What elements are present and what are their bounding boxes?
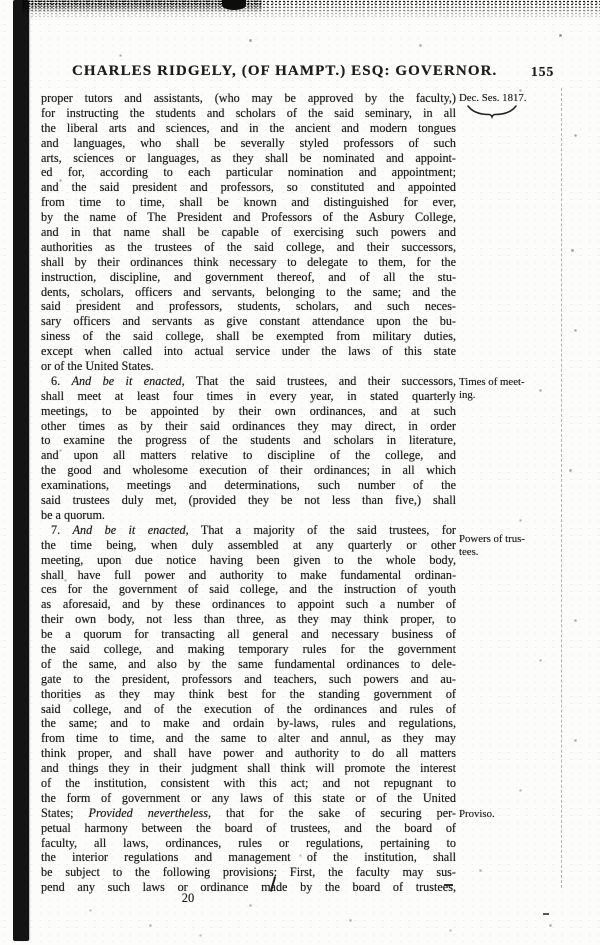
text-line: and the said president and professors, so constituted and appointed <box>41 180 456 195</box>
margin-note-proviso <box>459 808 595 821</box>
text-line: shall by their ordinances think necessary to delegate to them, for the <box>41 254 456 269</box>
lead-line-rest: That the said trustees, and their successors, <box>184 373 456 388</box>
text-line: arts, sciences or languages, as they shall be nominated and appoint- <box>41 150 456 165</box>
section-6-lead-line <box>41 374 456 389</box>
proviso-phrase: Provided nevertheless, <box>88 805 212 820</box>
text-line: shall have full power and authority to make fundamental ordinan- <box>41 567 456 582</box>
text-line: the same; and to make and ordain by-laws, rules and regulations, <box>41 716 456 731</box>
text-line: authorities as the trustees of the said college, and their successors, <box>41 239 456 254</box>
section-7-lines-b <box>41 821 456 895</box>
text-line: be a quorum for transacting all general and necessary business of <box>41 627 456 642</box>
text-line: of the same, and also by the same fundamental ordinances to dele- <box>41 656 456 671</box>
section-7-lines-a <box>41 538 456 806</box>
body-text-column <box>41 91 456 895</box>
text-line: faculty, all laws, ordinances, rules or regulations, pertaining to <box>41 835 456 850</box>
margin-note-text: Times of meet- <box>459 376 525 388</box>
text-line: the liberal arts and sciences, and in the ancient and modern tongues <box>41 120 456 135</box>
text-line: except when called into actual service under the laws of this state <box>41 344 456 359</box>
text-line: thorities as they may think best for the standing government of <box>41 686 456 701</box>
text-line: from time to time, and the same to alter and annul, as they may <box>41 731 456 746</box>
text-line: dents, scholars, officers and servants, belonging to the same; and the <box>41 284 456 299</box>
enacting-phrase: And be it enacted, <box>71 373 185 388</box>
lead-line-rest: That a majority of the said trustees, for <box>188 522 456 537</box>
text-line: examinations, meetings and determinations, such number of the <box>41 478 456 493</box>
text-line: and upon all matters relative to discipline of the college, and <box>41 448 456 463</box>
text-line: ces for the government of said college, and the instruction of youth <box>41 582 456 597</box>
section-7-lead-line <box>41 523 456 538</box>
text-line: and languages, who shall be severally styled professors of such <box>41 135 456 150</box>
margin-note-text: tees. <box>459 546 479 558</box>
text-line: the form of government or any laws of this state or of the United <box>41 790 456 805</box>
page-number: 155 <box>531 64 555 79</box>
margin-note-text: Powers of trus- <box>459 533 525 545</box>
margin-note-times-of-meeting <box>459 376 595 402</box>
text-line: and things they in their judgment shall think will promote the interest <box>41 761 456 776</box>
text-line: said trustees duly met, (provided they be not less than five,) shall <box>41 493 456 508</box>
text-line: think proper, and shall have power and authority to do all matters <box>41 746 456 761</box>
proviso-rest: that for the sake of securing per- <box>211 805 456 820</box>
text-line: their own body, not less than three, as they may think proper, to <box>41 612 456 627</box>
underbrace-icon <box>466 103 518 119</box>
proviso-pre: States; <box>41 805 89 820</box>
text-line: meeting, upon due notice having been given to the whole body, <box>41 552 456 567</box>
section-6-lines <box>41 389 456 523</box>
text-line: the said college, and making temporary rules for the government <box>41 641 456 656</box>
text-line: to examine the progress of the students and scholars in literature, <box>41 433 456 448</box>
margin-note-text: ing. <box>459 389 476 401</box>
text-line: said college, and of the execution of the ordinances and rules of <box>41 701 456 716</box>
text-line: petual harmony between the board of trustees, and the board of <box>41 820 456 835</box>
signature-mark: 20 <box>181 891 195 905</box>
scan-speckles <box>0 0 1 1</box>
text-line: the good and wholesome execution of their ordinances; in all which <box>41 463 456 478</box>
proviso-line <box>41 806 456 821</box>
text-line: by the name of The President and Professors of the Asbury College, <box>41 210 456 225</box>
enacting-phrase: And be it enacted, <box>72 522 189 537</box>
page-fold-line <box>561 88 562 888</box>
text-line: sary officers and servants as give constant attendance upon the bu- <box>41 314 456 329</box>
paragraph-section-6 <box>41 374 456 523</box>
text-line: siness of the said college, shall be exempted from military duties, <box>41 329 456 344</box>
text-line: and in that name shall be capable of exercising such powers and <box>41 225 456 240</box>
section-number: 7. <box>51 522 73 537</box>
text-line: pend any such laws or ordinance made by the board of trustees, <box>41 880 456 895</box>
text-line: shall meet at least four times in every year, in stated quarterly <box>41 388 456 403</box>
text-line: for instructing the students and scholars of the said seminary, in all <box>41 105 456 120</box>
text-line: meetings, to be appointed by their own ordinances, and at such <box>41 403 456 418</box>
paragraph-5-continuation <box>41 91 456 374</box>
text-line: the time being, when duly assembled at any quarterly or other <box>41 537 456 552</box>
text-line: said president and professors, students, scholars, and such neces- <box>41 299 456 314</box>
text-line: be subject to the following provisions: First, the faculty may sus- <box>41 865 456 880</box>
text-line: gate to the president, professors and teachers, such powers and au- <box>41 671 456 686</box>
text-line: be a quorum. <box>41 507 105 522</box>
scan-binding-edge <box>13 0 29 941</box>
margin-note-text: Dec. Ses. 1817. <box>459 92 527 104</box>
text-line: proper tutors and assistants, (who may be approved by the faculty,) <box>41 91 456 105</box>
paragraph-section-7 <box>41 523 456 895</box>
text-line: as aforesaid, and by these ordinances to appoint such a number of <box>41 597 456 612</box>
text-line: the interior regulations and management of the institution, shall <box>41 850 456 865</box>
text-line: ed for, according to each particular nomination and appointment; <box>41 165 456 180</box>
scan-ink-blob <box>222 0 246 10</box>
margin-note-powers-of-trustees <box>459 533 595 559</box>
text-line: instruction, discipline, and government thereof, and of all the stu- <box>41 269 456 284</box>
margin-note-text: Proviso. <box>459 808 495 820</box>
section-number: 6. <box>51 373 72 388</box>
text-line: from time to time, shall be known and distinguished for ever, <box>41 195 456 210</box>
text-line: of the institution, consistent with this act; and not repugnant to <box>41 775 456 790</box>
text-line: other times as by their said ordinances they may direct, in order <box>41 418 456 433</box>
scan-dash-mark <box>543 913 549 915</box>
text-line: or of the United States. <box>41 359 154 374</box>
running-head-title: CHARLES RIDGELY, (OF HAMPT.) ESQ: GOVERNOR. <box>72 63 498 79</box>
